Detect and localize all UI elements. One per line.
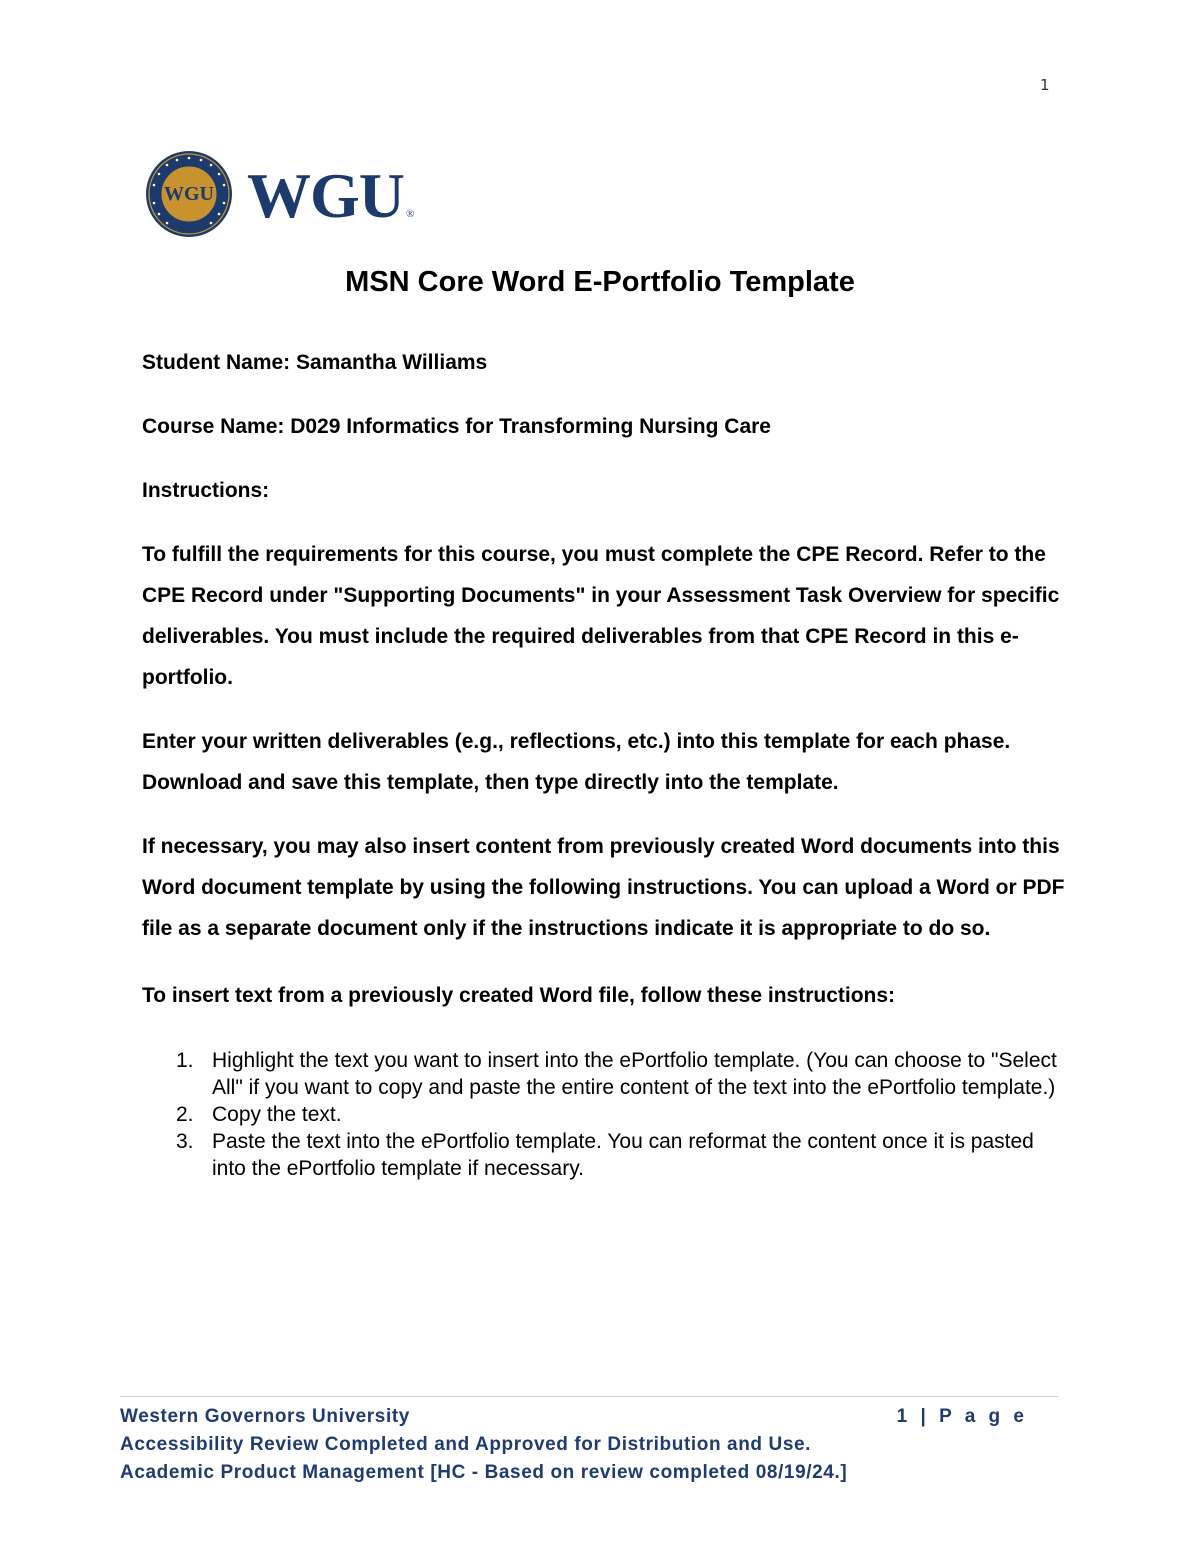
header-page-number: 1 (1040, 76, 1050, 94)
step-number: 2. (176, 1103, 194, 1126)
insert-steps-list (142, 1047, 1067, 1182)
instructions-label: Instructions: (142, 479, 270, 502)
document-body (142, 347, 1067, 1182)
document-title: MSN Core Word E-Portfolio Template (345, 266, 855, 298)
wordmark-text: WGU (247, 160, 404, 231)
paragraph-written-deliverables: Enter your written deliverables (e.g., reflections, etc.) into this template for each phase. Download and save this template, then type directly into the template. (142, 730, 1011, 794)
insert-text-heading: To insert text from a previously created Word file, follow these instructions: (142, 984, 896, 1007)
list-item (142, 1047, 1067, 1101)
footer-accessibility-line: Accessibility Review Completed and Approved for Distribution and Use. (120, 1434, 812, 1455)
wgu-logo (145, 149, 413, 239)
svg-text:WGU: WGU (164, 183, 214, 205)
footer-review-line: Academic Product Management [HC - Based on review completed 08/19/24.] (120, 1462, 848, 1483)
list-item (142, 1101, 1067, 1128)
footer-page-label: 1 | P a g e (896, 1406, 1028, 1427)
registered-mark: ® (406, 208, 414, 220)
university-seal-icon (145, 150, 233, 238)
step-text: Copy the text. (212, 1103, 342, 1126)
step-text: Paste the text into the ePortfolio template. You can reformat the content once it is pasted into the ePortfolio template if necessary. (212, 1130, 1034, 1180)
list-item (142, 1128, 1067, 1182)
step-number: 3. (176, 1130, 194, 1153)
step-number: 1. (176, 1049, 194, 1072)
student-name-line: Student Name: Samantha Williams (142, 351, 488, 374)
footer-top-row (120, 1403, 1058, 1431)
footer-university: Western Governors University (120, 1406, 410, 1427)
course-name-line: Course Name: D029 Informatics for Transforming Nursing Care (142, 415, 771, 438)
paragraph-insert-content: If necessary, you may also insert content from previously created Word documents into this Word document template by using the following instructions. You can upload a Word or PDF file as a separate document only if the instructions indicate it is appropriate to do so. (142, 835, 1065, 940)
paragraph-cpe-record: To fulfill the requirements for this course, you must complete the CPE Record. Refer to the CPE Record under "Supporting Documents" in your Assessment Task Overview for specific deliverables. You must include the required deliverables from that CPE Record in this e-portfolio. (142, 543, 1060, 689)
step-text: Highlight the text you want to insert into the ePortfolio template. (You can choose to "Select All" if you want to copy and paste the entire content of the text into the ePortfolio template.) (212, 1049, 1057, 1099)
page-footer (120, 1396, 1058, 1487)
wgu-wordmark (247, 160, 414, 231)
